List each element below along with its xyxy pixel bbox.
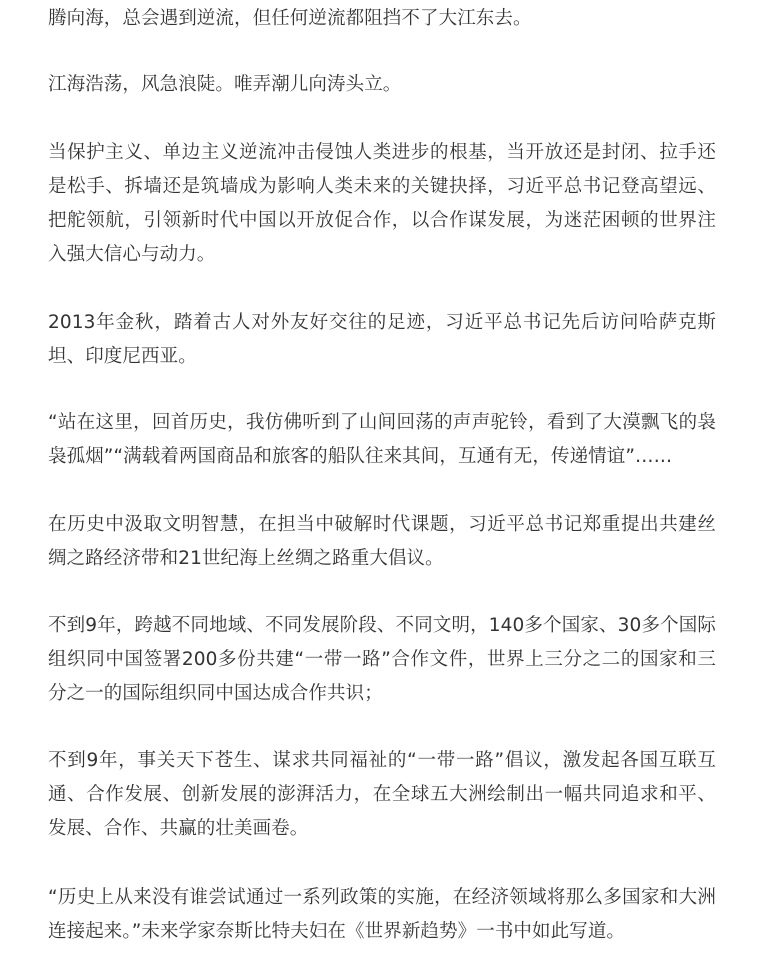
paragraph-3: 当保护主义、单边主义逆流冲击侵蚀人类进步的根基，当开放还是封闭、拉手还是松手、拆墙还是筑墙成为影响人类未来的关键抉择，习近平总书记登高望远、把舵领航，引领新时代中国以开放促合作，以合作谋发展，为迷茫困顿的世界注入强大信心与动力。: [48, 142, 716, 265]
paragraph-4: 2013年金秋，踏着古人对外友好交往的足迹，习近平总书记先后访问哈萨克斯坦、印度尼西亚。: [48, 312, 716, 367]
paragraph-6: 在历史中汲取文明智慧，在担当中破解时代课题，习近平总书记郑重提出共建丝绸之路经济带和21世纪海上丝绸之路重大倡议。: [48, 514, 716, 569]
paragraph-8: 不到9年，事关天下苍生、谋求共同福祉的“一带一路”倡议，激发起各国互联互通、合作发展、创新发展的澎湃活力，在全球五大洲绘制出一幅共同追求和平、发展、合作、共赢的壮美画卷。: [48, 750, 716, 839]
paragraph-9: “历史上从来没有谁尝试通过一系列政策的实施，在经济领域将那么多国家和大洲连接起来。”未来学家奈斯比特夫妇在《世界新趋势》一书中如此写道。: [48, 887, 716, 942]
paragraph-2: 江海浩荡，风急浪陡。唯弄潮儿向涛头立。: [48, 74, 402, 95]
paragraph-7: 不到9年，跨越不同地域、不同发展阶段、不同文明，140多个国家、30多个国际组织同中国签署200多份共建“一带一路”合作文件，世界上三分之二的国家和三分之一的国际组织同中国达成合作共识；: [48, 615, 716, 704]
paragraph-1: 腾向海，总会遇到逆流，但任何逆流都阻挡不了大江东去。: [48, 8, 532, 29]
paragraph-5: “站在这里，回首历史，我仿佛听到了山间回荡的声声驼铃，看到了大漠飘飞的袅袅孤烟”“满载着两国商品和旅客的船队往来其间，互通有无，传递情谊”……: [48, 412, 716, 467]
